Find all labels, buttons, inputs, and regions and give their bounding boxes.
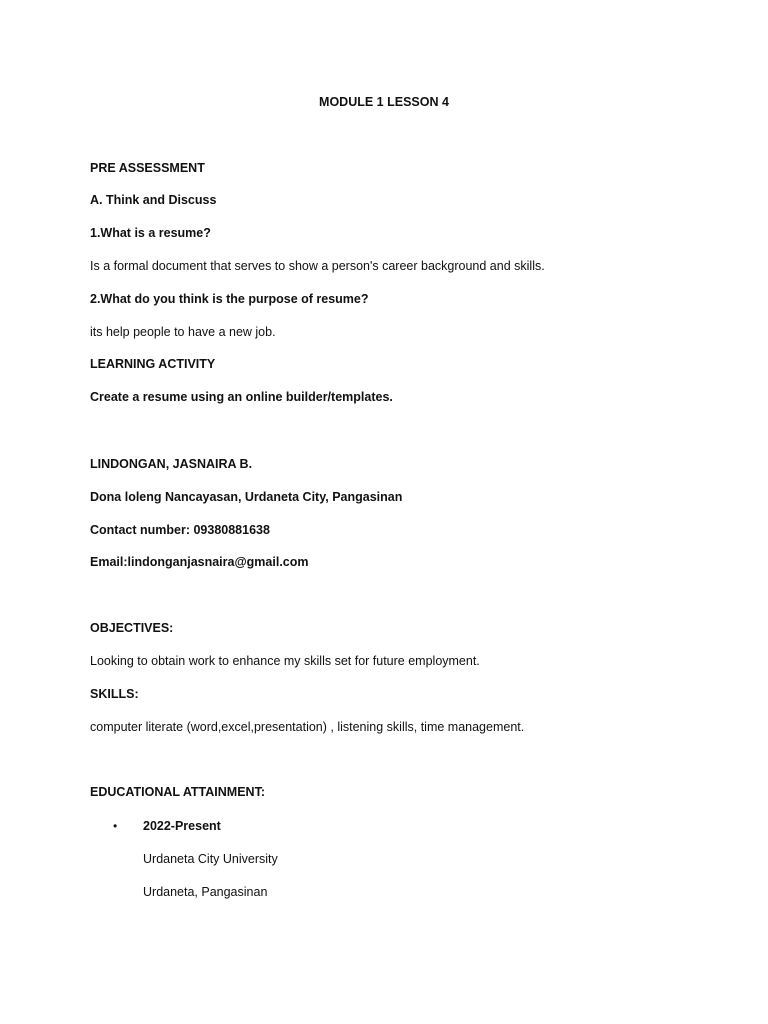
activity-instruction: Create a resume using an online builder/templates. [90, 390, 393, 404]
question-1: 1.What is a resume? [90, 226, 211, 240]
education-period: 2022-Present [143, 819, 221, 833]
education-bullet: • [113, 819, 118, 833]
pre-assessment-heading: PRE ASSESSMENT [90, 161, 205, 175]
answer-2: its help people to have a new job. [90, 325, 276, 339]
learning-activity-heading: LEARNING ACTIVITY [90, 357, 216, 371]
answer-1: Is a formal document that serves to show a person's career background and skills. [90, 259, 545, 273]
education-school: Urdaneta City University [143, 852, 278, 866]
document-title: MODULE 1 LESSON 4 [319, 95, 449, 109]
resume-address: Dona loleng Nancayasan, Urdaneta City, Pangasinan [90, 490, 403, 504]
skills-heading: SKILLS: [90, 687, 139, 701]
skills-text: computer literate (word,excel,presentation) , listening skills, time management. [90, 720, 525, 734]
think-discuss-heading: A. Think and Discuss [90, 193, 217, 207]
objectives-heading: OBJECTIVES: [90, 621, 174, 635]
resume-name: LINDONGAN, JASNAIRA B. [90, 457, 253, 471]
education-heading: EDUCATIONAL ATTAINMENT: [90, 785, 265, 799]
objectives-text: Looking to obtain work to enhance my skills set for future employment. [90, 654, 480, 668]
resume-email: Email:lindonganjasnaira@gmail.com [90, 555, 309, 569]
question-2: 2.What do you think is the purpose of resume? [90, 292, 369, 306]
education-location: Urdaneta, Pangasinan [143, 885, 268, 899]
resume-contact: Contact number: 09380881638 [90, 523, 270, 537]
